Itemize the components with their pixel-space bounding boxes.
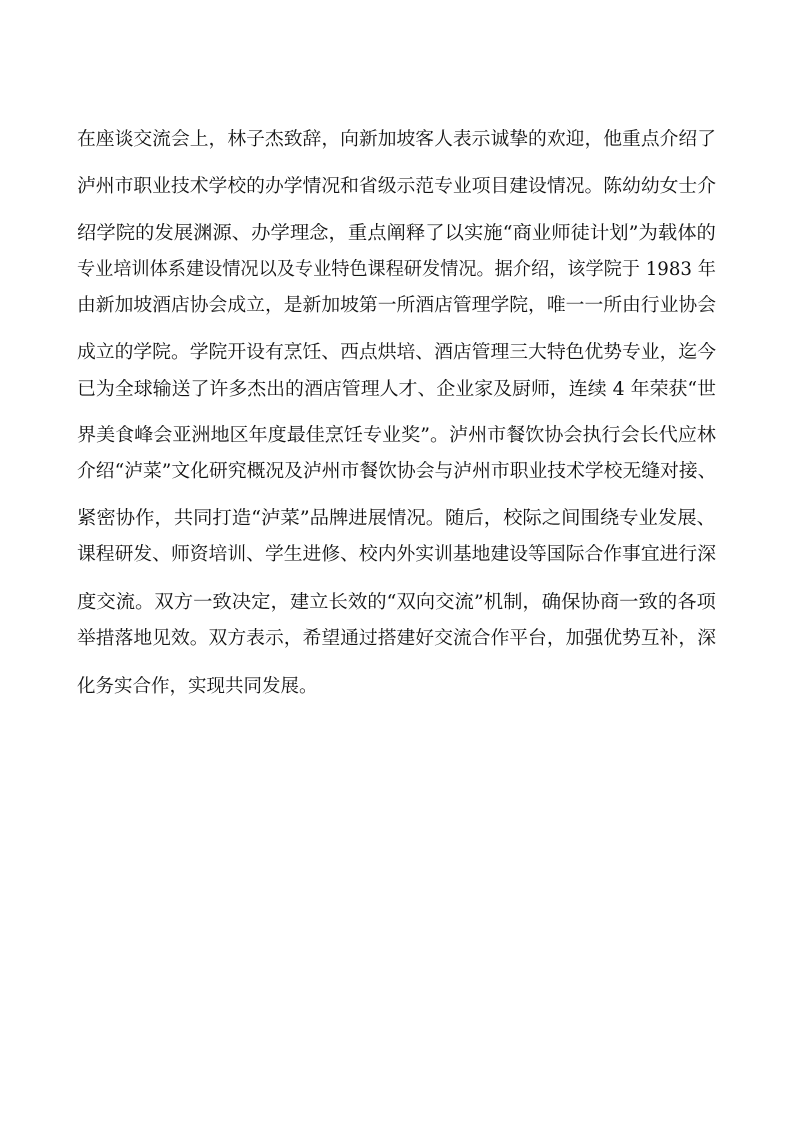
paragraph-line-7: 已为全球输送了许多杰出的酒店管理人才、企业家及厨师，连续 4 年荣获“世 [77, 379, 716, 400]
paragraph-line-2: 泸州市职业技术学校的办学情况和省级示范专业项目建设情况。陈幼幼女士介 [77, 176, 717, 197]
paragraph-line-5: 由新加坡酒店协会成立，是新加坡第一所酒店管理学院，唯一一所由行业协会 [77, 295, 717, 316]
paragraph-line-13: 举措落地见效。双方表示，希望通过搭建好交流合作平台，加强优势互补，深 [77, 628, 717, 649]
paragraph-line-1: 在座谈交流会上，林子杰致辞，向新加坡客人表示诚挚的欢迎，他重点介绍了 [77, 129, 717, 150]
paragraph-line-11: 课程研发、师资培训、学生进修、校内外实训基地建设等国际合作事宜进行深 [77, 544, 717, 565]
paragraph-line-3: 绍学院的发展渊源、办学理念，重点阐释了以实施“商业师徒计划”为载体的 [77, 223, 716, 244]
paragraph-line-12: 度交流。双方一致决定，建立长效的“双向交流”机制，确保协商一致的各项 [77, 592, 716, 613]
paragraph-line-10: 紧密协作，共同打造“泸菜”品牌进展情况。随后，校际之间围绕专业发展、 [77, 508, 716, 529]
paragraph-line-8: 界美食峰会亚洲地区年度最佳烹饪专业奖”。泸州市餐饮协会执行会长代应林 [77, 425, 716, 446]
paragraph-line-14: 化务实合作，实现共同发展。 [77, 676, 318, 697]
paragraph-line-4: 专业培训体系建设情况以及专业特色课程研发情况。据介绍，该学院于 1983 年 [77, 259, 716, 280]
paragraph-line-6: 成立的学院。学院开设有烹饪、西点烘培、酒店管理三大特色优势专业，迄今 [77, 342, 717, 363]
paragraph-line-9: 介绍“泸菜”文化研究概况及泸州市餐饮协会与泸州市职业技术学校无缝对接、 [77, 461, 717, 482]
